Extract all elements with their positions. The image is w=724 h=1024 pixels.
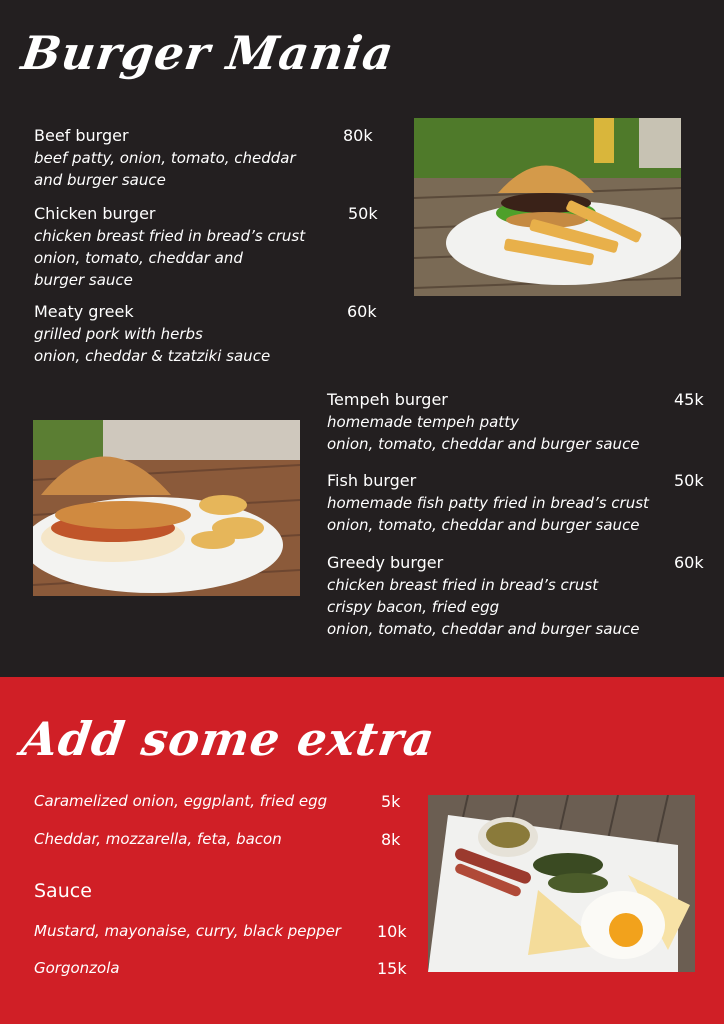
sauce-heading: Sauce [34, 880, 92, 902]
item-description: homemade tempeh patty onion, tomato, cheddar and burger sauce [327, 413, 640, 453]
item-price: 60k [674, 553, 704, 572]
menu-item-tempeh-burger [327, 389, 657, 455]
extra-item-label: Caramelized onion, eggplant, fried egg [34, 792, 328, 810]
item-description: beef patty, onion, tomato, cheddar and burger sauce [34, 149, 296, 189]
item-description: homemade fish patty fried in bread’s crust onion, tomato, cheddar and burger sauce [327, 494, 649, 534]
item-name: Chicken burger [34, 204, 156, 223]
menu-item-beef-burger [34, 125, 334, 191]
extras-plate-photo [428, 795, 695, 972]
menu-item-fish-burger [327, 470, 657, 536]
item-name: Tempeh burger [327, 390, 448, 409]
sauce-item-price: 15k [377, 959, 407, 978]
menu-item-greedy-burger [327, 552, 657, 640]
item-description: chicken breast fried in bread’s crust onion, tomato, cheddar and burger sauce [34, 227, 306, 289]
section-title-burger-mania: Burger Mania [18, 26, 398, 80]
extra-item-label: Cheddar, mozzarella, feta, bacon [34, 830, 282, 848]
item-name: Greedy burger [327, 553, 444, 572]
item-price: 50k [348, 204, 378, 223]
item-price: 60k [347, 302, 377, 321]
item-price: 45k [674, 390, 704, 409]
sauce-item-label: Gorgonzola [34, 959, 120, 977]
extra-item-price: 5k [381, 792, 401, 811]
item-name: Beef burger [34, 126, 129, 145]
menu-item-chicken-burger [34, 203, 334, 291]
item-name: Fish burger [327, 471, 417, 490]
item-name: Meaty greek [34, 302, 134, 321]
extra-item-price: 8k [381, 830, 401, 849]
item-price: 80k [343, 126, 373, 145]
sauce-item-price: 10k [377, 922, 407, 941]
item-description: grilled pork with herbs onion, cheddar & tzatziki sauce [34, 325, 271, 365]
section-title-add-some-extra: Add some extra [18, 712, 439, 766]
beef-burger-photo [414, 118, 681, 296]
item-price: 50k [674, 471, 704, 490]
menu-item-meaty-greek [34, 301, 334, 367]
item-description: chicken breast fried in bread’s crust crispy bacon, fried egg onion, tomato, cheddar and burger sauce [327, 576, 640, 638]
sauce-item-label: Mustard, mayonaise, curry, black pepper [34, 922, 341, 940]
chicken-burger-photo [33, 420, 300, 596]
